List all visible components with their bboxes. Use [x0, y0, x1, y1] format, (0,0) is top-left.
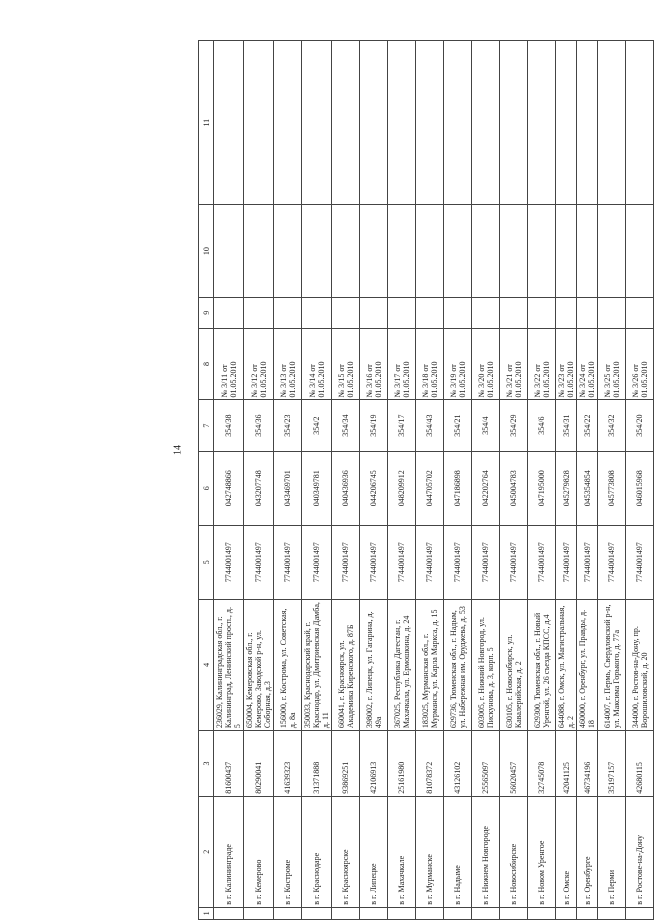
table-row: [388, 41, 416, 920]
code-cell: 354/6: [528, 400, 556, 451]
bik-cell: 045279828: [556, 451, 577, 525]
empty-cell: [500, 205, 528, 297]
row-index-cell: [416, 907, 444, 919]
inn-cell: 7744001497: [556, 525, 577, 599]
okato-cell: 42041125: [556, 731, 577, 797]
empty-cell: [556, 41, 577, 205]
column-number: 5: [199, 525, 214, 599]
empty-cell: [302, 41, 332, 205]
rotated-document: [198, 40, 649, 920]
bik-cell: 040349781: [302, 451, 332, 525]
table-row: [500, 41, 528, 920]
empty-cell: [598, 41, 626, 205]
column-number: 8: [199, 328, 214, 400]
okato-cell: 46734196: [577, 731, 598, 797]
empty-cell: [416, 41, 444, 205]
code-cell: 354/17: [388, 400, 416, 451]
registration-cell: № 3/12 от 01.05.2010: [244, 328, 274, 400]
bik-cell: 044206745: [360, 451, 388, 525]
branch-city-cell: в г. Перми: [598, 796, 626, 907]
okato-cell: 31371888: [302, 731, 332, 797]
empty-cell: [416, 297, 444, 328]
address-cell: 629736, Тюменская обл., г. Надым, ул. Набережная им. Оруджева, д. 53: [444, 599, 472, 730]
table-row: [626, 41, 654, 920]
code-cell: 354/22: [577, 400, 598, 451]
inn-cell: 7744001497: [626, 525, 654, 599]
table-row: [444, 41, 472, 920]
empty-cell: [274, 41, 302, 205]
column-number: 1: [199, 907, 214, 919]
table-row: [577, 41, 598, 920]
row-index-cell: [274, 907, 302, 919]
inn-cell: 7744001497: [444, 525, 472, 599]
okato-cell: 42680115: [626, 731, 654, 797]
code-cell: 354/36: [244, 400, 274, 451]
address-cell: 630105, г. Новосибирск, ул. Кавалерийская, д. 2: [500, 599, 528, 730]
okato-cell: 25161980: [388, 731, 416, 797]
empty-cell: [500, 41, 528, 205]
table-row: [302, 41, 332, 920]
empty-cell: [416, 205, 444, 297]
branch-city-cell: в г. Ростове-на-Дону: [626, 796, 654, 907]
okato-cell: 42106913: [360, 731, 388, 797]
row-index-cell: [332, 907, 360, 919]
branch-city-cell: в г. Омске: [556, 796, 577, 907]
registration-cell: № 3/26 от 01.05.2010: [626, 328, 654, 400]
row-index-cell: [302, 907, 332, 919]
bik-cell: 045004783: [500, 451, 528, 525]
address-cell: 183025, Мурманская обл., г. Мурманск, ул. Карла Маркса, д. 15: [416, 599, 444, 730]
address-cell: 660041, г. Красноярск, ул. Академика Киренского, д. 87Б: [332, 599, 360, 730]
row-index-cell: [577, 907, 598, 919]
bik-cell: 047186898: [444, 451, 472, 525]
code-cell: 354/20: [626, 400, 654, 451]
branch-city-cell: в г. Оренбурге: [577, 796, 598, 907]
code-cell: 354/34: [332, 400, 360, 451]
empty-cell: [332, 41, 360, 205]
empty-cell: [472, 297, 500, 328]
column-number: 9: [199, 297, 214, 328]
code-cell: 354/38: [214, 400, 244, 451]
okato-cell: 35197157: [598, 731, 626, 797]
inn-cell: 7744001497: [528, 525, 556, 599]
address-cell: 614007, г. Пермь, Свердловский р-н, ул. Максима Горького, д. 77а: [598, 599, 626, 730]
branch-city-cell: в г. Махачкале: [388, 796, 416, 907]
table-row: [598, 41, 626, 920]
inn-cell: 7744001497: [332, 525, 360, 599]
address-cell: 603005, г. Нижний Новгород, ул. Пискунова, д. 3, корп. 5: [472, 599, 500, 730]
column-number-row: [199, 41, 214, 920]
empty-cell: [360, 297, 388, 328]
column-number: 2: [199, 796, 214, 907]
bik-cell: 047195000: [528, 451, 556, 525]
row-index-cell: [360, 907, 388, 919]
address-cell: 398002, г. Липецк, ул. Гагарина, д. 49а: [360, 599, 388, 730]
empty-cell: [626, 205, 654, 297]
registration-cell: № 3/17 от 01.05.2010: [388, 328, 416, 400]
inn-cell: 7744001497: [577, 525, 598, 599]
bik-cell: 045773808: [598, 451, 626, 525]
address-cell: 629300, Тюменская обл., г. Новый Уренгой, ул. 26 съезда КПСС, д.4: [528, 599, 556, 730]
address-cell: 236029, Калининградская обл., г. Калининград, Ленинский просп., д. 5: [214, 599, 244, 730]
registration-cell: № 3/13 от 01.05.2010: [274, 328, 302, 400]
empty-cell: [472, 205, 500, 297]
table-row: [214, 41, 244, 920]
column-number: 7: [199, 400, 214, 451]
row-index-cell: [244, 907, 274, 919]
registration-cell: № 3/14 от 01.05.2010: [302, 328, 332, 400]
bik-cell: 045354854: [577, 451, 598, 525]
inn-cell: 7744001497: [472, 525, 500, 599]
bik-cell: 040436936: [332, 451, 360, 525]
empty-cell: [302, 297, 332, 328]
address-cell: 344000, г. Ростов-на-Дону, пр. Ворошиловский, д. 20: [626, 599, 654, 730]
empty-cell: [500, 297, 528, 328]
empty-cell: [444, 205, 472, 297]
column-number: 10: [199, 205, 214, 297]
table-row: [416, 41, 444, 920]
address-cell: 350033, Краснодарский край, г. Краснодар, ул. Дмитриевская Дамба, д. 11: [302, 599, 332, 730]
code-cell: 354/21: [444, 400, 472, 451]
table-row: [274, 41, 302, 920]
inn-cell: 7744001497: [598, 525, 626, 599]
address-cell: 650004, Кемеровская обл., г. Кемерово, Заводской р-н, ул. Соборная, д.3: [244, 599, 274, 730]
address-cell: 156000, г. Кострома, ул. Советская, д. 8а: [274, 599, 302, 730]
registration-cell: № 3/21 от 01.05.2010: [500, 328, 528, 400]
empty-cell: [388, 41, 416, 205]
code-cell: 354/2: [302, 400, 332, 451]
row-index-cell: [528, 907, 556, 919]
empty-cell: [274, 297, 302, 328]
empty-cell: [274, 205, 302, 297]
okato-cell: 25565097: [472, 731, 500, 797]
inn-cell: 7744001497: [302, 525, 332, 599]
empty-cell: [302, 205, 332, 297]
branch-city-cell: в г. Краснодаре: [302, 796, 332, 907]
empty-cell: [577, 205, 598, 297]
registration-cell: № 3/18 от 01.05.2010: [416, 328, 444, 400]
inn-cell: 7744001497: [500, 525, 528, 599]
branch-city-cell: в г. Нижнем Новгороде: [472, 796, 500, 907]
okato-cell: 56020457: [500, 731, 528, 797]
inn-cell: 7744001497: [244, 525, 274, 599]
branch-city-cell: в г. Красноярске: [332, 796, 360, 907]
row-index-cell: [388, 907, 416, 919]
empty-cell: [577, 41, 598, 205]
code-cell: 354/19: [360, 400, 388, 451]
row-index-cell: [444, 907, 472, 919]
empty-cell: [214, 205, 244, 297]
inn-cell: 7744001497: [416, 525, 444, 599]
address-cell: 367025, Республика Дагестан, г. Махачкала, ул. Ермошкина, д. 24: [388, 599, 416, 730]
row-index-cell: [556, 907, 577, 919]
empty-cell: [556, 205, 577, 297]
empty-cell: [332, 205, 360, 297]
row-index-cell: [500, 907, 528, 919]
empty-cell: [444, 41, 472, 205]
branch-city-cell: в г. Новом Уренгое: [528, 796, 556, 907]
bik-cell: 046015968: [626, 451, 654, 525]
column-number: 4: [199, 599, 214, 730]
branch-city-cell: в г. Кемерово: [244, 796, 274, 907]
empty-cell: [388, 205, 416, 297]
table-row: [556, 41, 577, 920]
column-number: 3: [199, 731, 214, 797]
branch-city-cell: в г. Надыме: [444, 796, 472, 907]
code-cell: 354/29: [500, 400, 528, 451]
empty-cell: [528, 41, 556, 205]
registration-cell: № 3/20 от 01.05.2010: [472, 328, 500, 400]
empty-cell: [332, 297, 360, 328]
table-row: [332, 41, 360, 920]
empty-cell: [214, 297, 244, 328]
okato-cell: 93869251: [332, 731, 360, 797]
empty-cell: [472, 41, 500, 205]
bik-cell: 044705702: [416, 451, 444, 525]
empty-cell: [598, 297, 626, 328]
empty-cell: [244, 205, 274, 297]
empty-cell: [244, 297, 274, 328]
column-number: 11: [199, 41, 214, 205]
code-cell: 354/4: [472, 400, 500, 451]
empty-cell: [444, 297, 472, 328]
empty-cell: [528, 205, 556, 297]
okato-cell: 81600437: [214, 731, 244, 797]
registration-cell: № 3/25 от 01.05.2010: [598, 328, 626, 400]
empty-cell: [528, 297, 556, 328]
branch-city-cell: в г. Мурманске: [416, 796, 444, 907]
empty-cell: [626, 297, 654, 328]
branch-city-cell: в г. Липецке: [360, 796, 388, 907]
row-index-cell: [214, 907, 244, 919]
column-number: 6: [199, 451, 214, 525]
branch-city-cell: в г. Калининграде: [214, 796, 244, 907]
empty-cell: [598, 205, 626, 297]
page-number: 14: [172, 445, 184, 455]
empty-cell: [214, 41, 244, 205]
registration-cell: № 3/16 от 01.05.2010: [360, 328, 388, 400]
bik-cell: 043207748: [244, 451, 274, 525]
empty-cell: [244, 41, 274, 205]
code-cell: 354/23: [274, 400, 302, 451]
bik-cell: 042202764: [472, 451, 500, 525]
inn-cell: 7744001497: [214, 525, 244, 599]
address-cell: 644088, г. Омск, ул. Магистральная, д. 2: [556, 599, 577, 730]
bik-cell: 043469701: [274, 451, 302, 525]
okato-cell: 43126102: [444, 731, 472, 797]
okato-cell: 81078372: [416, 731, 444, 797]
inn-cell: 7744001497: [274, 525, 302, 599]
table-row: [244, 41, 274, 920]
empty-cell: [360, 41, 388, 205]
branch-city-cell: в г. Новосибирске: [500, 796, 528, 907]
bik-cell: 042748866: [214, 451, 244, 525]
empty-cell: [556, 297, 577, 328]
table-row: [472, 41, 500, 920]
registration-cell: № 3/22 от 01.05.2010: [528, 328, 556, 400]
row-index-cell: [472, 907, 500, 919]
inn-cell: 7744001497: [360, 525, 388, 599]
inn-cell: 7744001497: [388, 525, 416, 599]
branch-city-cell: в г. Костроме: [274, 796, 302, 907]
registration-cell: № 3/24 от 01.05.2010: [577, 328, 598, 400]
okato-cell: 32745078: [528, 731, 556, 797]
row-index-cell: [598, 907, 626, 919]
empty-cell: [577, 297, 598, 328]
okato-cell: 80290041: [244, 731, 274, 797]
empty-cell: [626, 41, 654, 205]
empty-cell: [388, 297, 416, 328]
okato-cell: 41639323: [274, 731, 302, 797]
address-cell: 460000, г. Оренбург, ул. Правды, д. 18: [577, 599, 598, 730]
registration-cell: № 3/11 от 01.05.2010: [214, 328, 244, 400]
registration-cell: № 3/23 от 01.05.2010: [556, 328, 577, 400]
code-cell: 354/43: [416, 400, 444, 451]
code-cell: 354/32: [598, 400, 626, 451]
table-row: [528, 41, 556, 920]
registration-cell: № 3/19 от 01.05.2010: [444, 328, 472, 400]
data-table: [198, 40, 654, 920]
row-index-cell: [626, 907, 654, 919]
bik-cell: 048209912: [388, 451, 416, 525]
table-row: [360, 41, 388, 920]
registration-cell: № 3/15 от 01.05.2010: [332, 328, 360, 400]
empty-cell: [360, 205, 388, 297]
code-cell: 354/31: [556, 400, 577, 451]
